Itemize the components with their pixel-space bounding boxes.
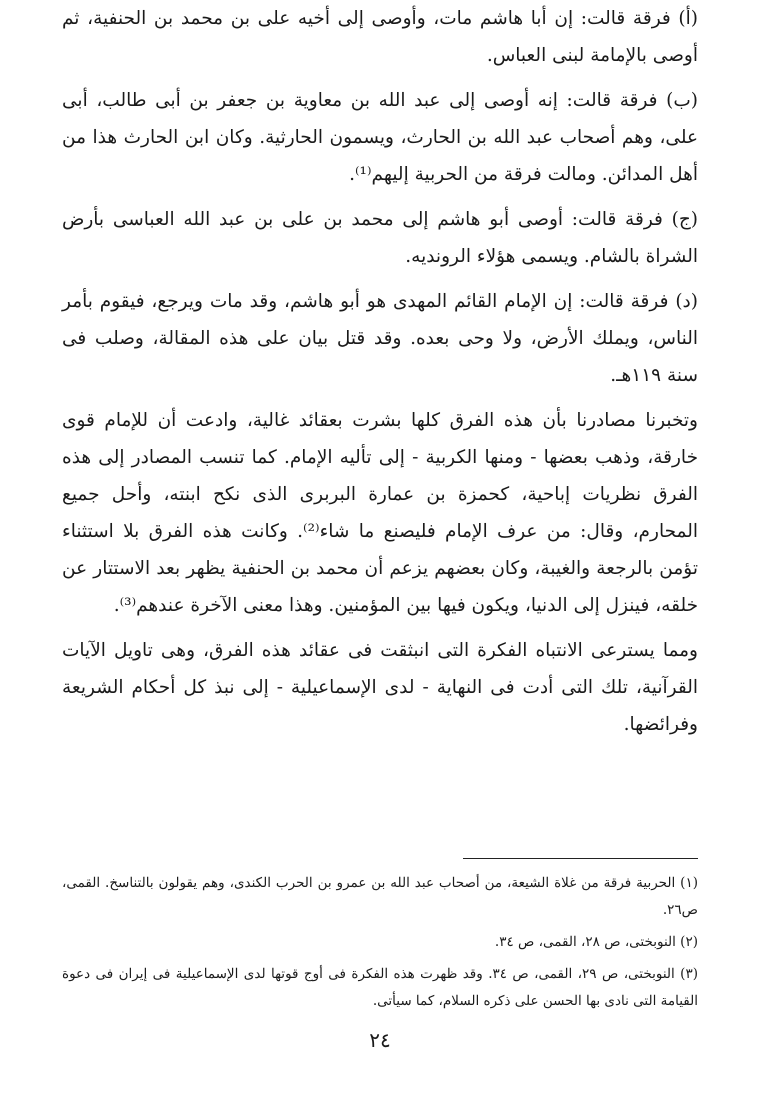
- footnote-2: (٢) النوبختى، ص ٢٨، القمى، ص ٣٤.: [494, 934, 698, 950]
- page-number: ٢٤: [369, 1028, 391, 1052]
- paragraph-sects-beliefs: وتخبرنا مصادرنا بأن هذه الفرق كلها بشرت بعقائد غالية، وادعت أن للإمام قوى خارقة، وذهب بعضها - ومنها الكربية - إلى تأليه الإمام. كما تنسب المصادر إلى هذه الفرق نظريات إباحية، كحمزة بن عمارة البربرى الذى نكح ابنته، وأحل جميع المحارم، وقال: من عرف الإمام فليصنع ما شاء⁽²⁾. وكانت هذه الفرق بلا استثناء تؤمن بالرجعة والغيبة، وكان بعضهم يزعم أن محمد بن الحنفية يظهر بعد الاستتار عن خلقه، فينزل إلى الدنيا، ويكون فيها بين المؤمنين. وهذا معنى الآخرة عندهم⁽³⁾.: [62, 410, 698, 616]
- main-text: [62, 0, 698, 751]
- paragraph-sect-d: (د) فرقة قالت: إن الإمام القائم المهدى هو أبو هاشم، وقد مات ويرجع، فيقوم بأمر الناس، ويملك الأرض، ولا وحى بعده. وقد قتل بيان على هذه المقالة، وصلب فى سنة ١١٩هـ.: [62, 291, 698, 386]
- paragraph-sect-c: (ج) فرقة قالت: أوصى أبو هاشم إلى محمد بن على بن عبد الله العباسى بأرض الشراة بالشام. ويسمى هؤلاء الرونديه.: [62, 209, 698, 267]
- footnotes: [62, 870, 698, 1020]
- footnote-separator: [463, 858, 698, 859]
- footnote-1: (١) الحربية فرقة من غلاة الشيعة، من أصحاب عبد الله بن عمرو بن الحرب الكندى، وهم يقولون بالتناسخ. القمى، ص٢٦.: [62, 875, 698, 918]
- paragraph-sect-b: (ب) فرقة قالت: إنه أوصى إلى عبد الله بن معاوية بن جعفر بن أبى طالب، أبى على، وهم أصحاب عبد الله بن الحارث، ويسمون الحارثية. وكان ابن الحارث هذا من أهل المدائن. ومالت فرقة من الحربية إليهم⁽¹⁾.: [62, 90, 698, 185]
- paragraph-sect-a: (أ) فرقة قالت: إن أبا هاشم مات، وأوصى إلى أخيه على بن محمد بن الحنفية، ثم أوصى بالإمامة لبنى العباس.: [62, 8, 698, 66]
- footnote-3: (٣) النوبختى، ص ٢٩، القمى، ص ٣٤. وقد ظهرت هذه الفكرة فى أوج قوتها لدى الإسماعيلية فى إيران فى دعوة القيامة التى نادى بها الحسن على ذكره السلام، كما سيأتى.: [62, 966, 698, 1009]
- paragraph-quranic-interpretation: ومما يسترعى الانتباه الفكرة التى انبثقت فى عقائد هذه الفرق، وهى تاويل الآيات القرآنية، تلك التى أدت فى النهاية - لدى الإسماعيلية - إلى نبذ كل أحكام الشريعة وفرائضها.: [62, 640, 698, 735]
